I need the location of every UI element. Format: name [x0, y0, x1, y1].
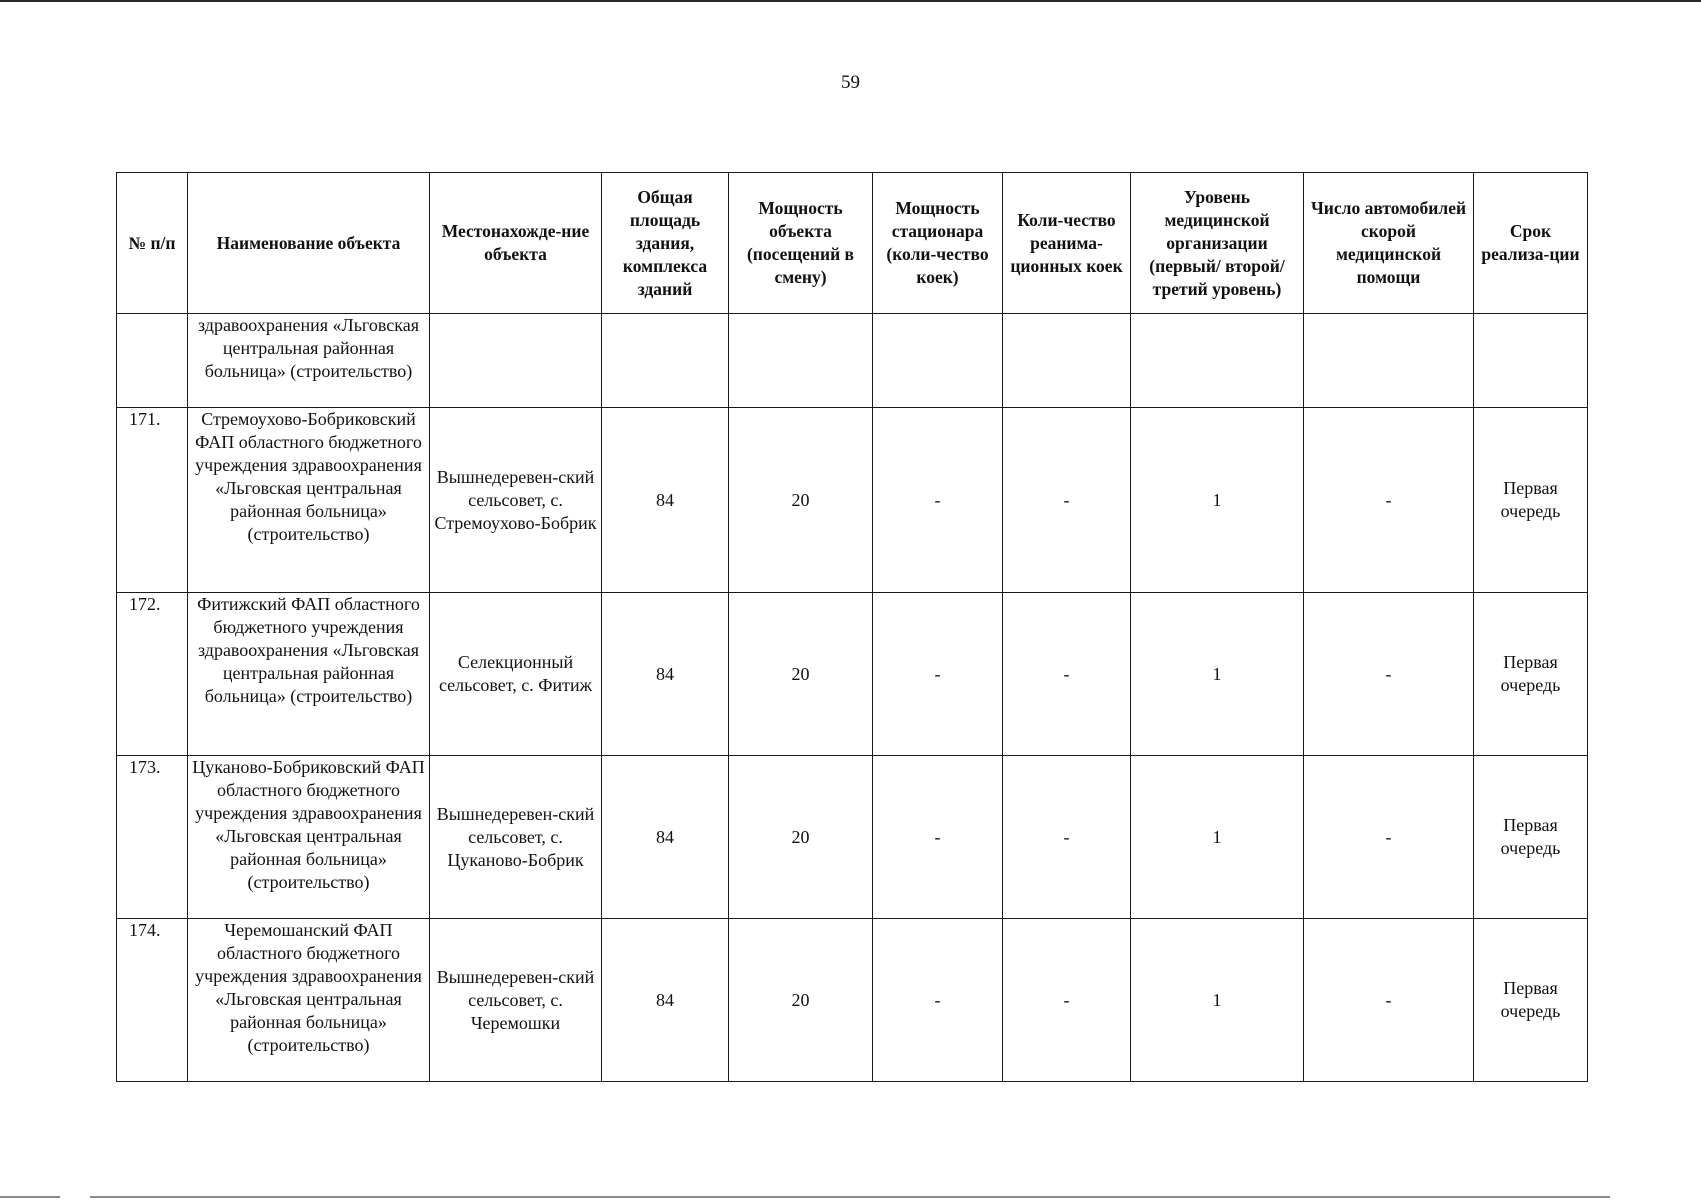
cell-ambulances: - — [1304, 919, 1474, 1082]
cell-area: 84 — [602, 593, 729, 756]
cell-name: здравоохранения «Льговская центральная районная больница» (строительство) — [188, 314, 430, 408]
cell-num: 171. — [117, 408, 188, 593]
cell-name: Цуканово-Бобриковский ФАП областного бюджетного учреждения здравоохранения «Льговская центральная районная больница» (строительство) — [188, 756, 430, 919]
cell-location: Вышнедеревен-ский сельсовет, с. Цуканово-Бобрик — [430, 756, 602, 919]
cell-area: 84 — [602, 408, 729, 593]
cell-level: 1 — [1131, 756, 1304, 919]
cell-num: 172. — [117, 593, 188, 756]
table-row — [117, 919, 1588, 1082]
cell-icu-beds — [1003, 314, 1131, 408]
cell-icu-beds: - — [1003, 919, 1131, 1082]
cell-area: 84 — [602, 919, 729, 1082]
objects-table — [116, 172, 1588, 1082]
scan-bottom-border — [90, 1196, 1610, 1198]
cell-term: Первая очередь — [1474, 408, 1588, 593]
cell-icu-beds: - — [1003, 408, 1131, 593]
cell-ambulances: - — [1304, 593, 1474, 756]
table-row — [117, 593, 1588, 756]
table-row — [117, 408, 1588, 593]
page-number: 59 — [841, 72, 860, 93]
header-level: Уровень медицинской организации (первый/ второй/ третий уровень) — [1131, 173, 1304, 314]
cell-term — [1474, 314, 1588, 408]
scan-bottom-border — [0, 1196, 60, 1198]
header-location: Местонахожде-ние объекта — [430, 173, 602, 314]
cell-beds — [873, 314, 1003, 408]
cell-beds: - — [873, 593, 1003, 756]
cell-location: Селекционный сельсовет, с. Фитиж — [430, 593, 602, 756]
cell-location: Вышнедеревен-ский сельсовет, с. Стремоухово-Бобрик — [430, 408, 602, 593]
cell-capacity: 20 — [729, 919, 873, 1082]
cell-ambulances: - — [1304, 756, 1474, 919]
cell-location — [430, 314, 602, 408]
header-name: Наименование объекта — [188, 173, 430, 314]
cell-level: 1 — [1131, 919, 1304, 1082]
cell-location: Вышнедеревен-ский сельсовет, с. Черемошки — [430, 919, 602, 1082]
cell-num: 173. — [117, 756, 188, 919]
cell-capacity: 20 — [729, 593, 873, 756]
cell-ambulances — [1304, 314, 1474, 408]
cell-level: 1 — [1131, 408, 1304, 593]
cell-capacity — [729, 314, 873, 408]
cell-name: Фитижский ФАП областного бюджетного учреждения здравоохранения «Льговская центральная районная больница» (строительство) — [188, 593, 430, 756]
cell-name: Черемошанский ФАП областного бюджетного учреждения здравоохранения «Льговская центральная районная больница» (строительство) — [188, 919, 430, 1082]
table-row-continuation — [117, 314, 1588, 408]
header-icu-beds: Коли-чество реанима-ционных коек — [1003, 173, 1131, 314]
cell-capacity: 20 — [729, 408, 873, 593]
cell-area — [602, 314, 729, 408]
scan-top-border — [0, 0, 1701, 2]
cell-area: 84 — [602, 756, 729, 919]
cell-num: 174. — [117, 919, 188, 1082]
cell-name: Стремоухово-Бобриковский ФАП областного бюджетного учреждения здравоохранения «Льговская центральная районная больница» (строительство) — [188, 408, 430, 593]
cell-term: Первая очередь — [1474, 756, 1588, 919]
cell-icu-beds: - — [1003, 756, 1131, 919]
header-area: Общая площадь здания, комплекса зданий — [602, 173, 729, 314]
cell-num — [117, 314, 188, 408]
cell-level: 1 — [1131, 593, 1304, 756]
cell-term: Первая очередь — [1474, 919, 1588, 1082]
header-beds: Мощность стационара (коли-чество коек) — [873, 173, 1003, 314]
cell-beds: - — [873, 756, 1003, 919]
cell-beds: - — [873, 408, 1003, 593]
cell-ambulances: - — [1304, 408, 1474, 593]
header-ambulances: Число автомобилей скорой медицинской помощи — [1304, 173, 1474, 314]
table-row — [117, 756, 1588, 919]
cell-term: Первая очередь — [1474, 593, 1588, 756]
header-num: № п/п — [117, 173, 188, 314]
cell-level — [1131, 314, 1304, 408]
header-capacity: Мощность объекта (посещений в смену) — [729, 173, 873, 314]
cell-capacity: 20 — [729, 756, 873, 919]
table-header-row — [117, 173, 1588, 314]
header-term: Срок реализа-ции — [1474, 173, 1588, 314]
cell-icu-beds: - — [1003, 593, 1131, 756]
cell-beds: - — [873, 919, 1003, 1082]
